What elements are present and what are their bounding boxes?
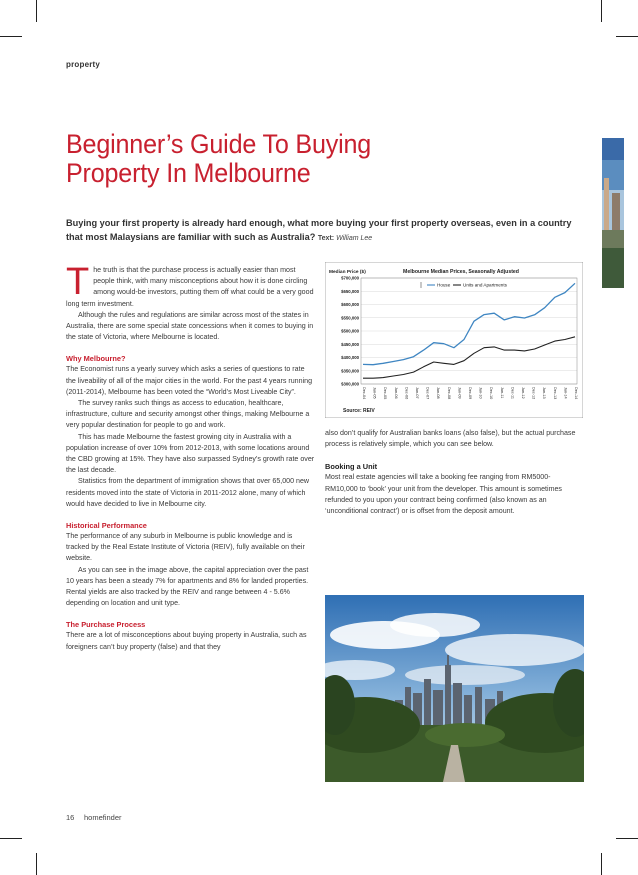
crop-mark [601,0,602,22]
paragraph: The performance of any suburb in Melbourne is public knowledge and is tracked by the Real Estate Institute of Victoria (REIV), fully available on their website. [66,532,305,563]
y-tick-label: $350,000 [341,368,359,374]
x-tick-label: Jun-14 [563,387,568,399]
crop-mark [601,853,602,875]
x-tick-label: Dec-08 [446,387,451,400]
x-tick-label: Jun-07 [415,387,419,399]
page-number: 16 [66,813,75,822]
median-price-chart [325,262,583,418]
y-tick-label: $400,000 [341,355,359,361]
x-tick-label: Dec-14 [574,387,578,400]
paragraph: Most real estate agencies will take a booking fee ranging from RM5000-RM10,000 to ‘book’ your unit from the developer. This amount is sometimes refunded to you upon your contract being confirmed (also known as an ‘unconditional contract’) or is offset from the deposit amount. [325,473,562,516]
paragraph: There are a lot of misconceptions about buying property in Australia, such as foreigners can’t buy property (false) and that they [66,631,307,651]
byline-name: William Lee [336,235,373,242]
crop-mark [0,36,22,37]
crop-mark [0,838,22,839]
x-tick-label: Dec-07 [425,387,430,400]
x-tick-label: Jun-09 [457,387,462,399]
x-tick-label: Dec-12 [531,387,536,400]
publication-name: homefinder [84,813,122,822]
byline-label: Text: [317,235,335,242]
standfirst [66,216,581,246]
chart-xticks [362,387,578,399]
intro-paragraph: The truth is that the purchase process is actually easier than most people think, with many misconceptions about how it is done circling among would-be investors, putting them off what could be a very good long term investment. [66,261,314,308]
x-tick-label: Jun-13 [542,387,547,399]
paragraph: The survey ranks such things as access to education, healthcare, infrastructure, culture and security amongst other things, making Melbourne a very popular destination for people to go and work. [66,399,310,430]
chart-yticks [341,276,360,387]
crop-mark [616,838,638,839]
y-tick-label: $550,000 [341,315,359,321]
melbourne-skyline-photo [325,595,584,782]
subheading-booking-unit: Booking a Unit [325,462,378,472]
crop-mark [36,853,37,875]
chart-title: Melbourne Median Prices, Seasonally Adjusted [403,269,519,275]
subheading-why-melbourne: Why Melbourne? [66,354,126,364]
x-tick-label: Jun-08 [436,387,441,399]
chart-svg [325,262,583,418]
chart-source: Source: REIV [343,408,375,414]
title-line-2: Property In Melbourne [66,158,311,188]
x-tick-label: Dec-05 [383,387,388,400]
x-tick-label: Dec-06 [404,387,409,400]
paragraph: also don’t qualify for Australian banks loans (also false), but the actual purchase process is relatively simple, which you can see below. [325,429,576,449]
crop-mark [616,36,638,37]
title-line-1: Beginner’s Guide To Buying [66,129,372,159]
x-tick-label: Dec-09 [468,387,472,400]
crop-mark [36,0,37,22]
drop-cap: T [66,261,90,303]
x-tick-label: Jun-06 [393,387,398,399]
chart-ylabel: Median Price ($) [329,270,366,275]
legend-label: Units and Apartments [463,282,507,288]
x-tick-label: Dec-13 [552,387,557,400]
x-tick-label: Dec-11 [510,387,515,399]
column-left [66,261,316,653]
subheading-historical-performance: Historical Performance [66,521,147,531]
paragraph: Statistics from the department of immigration shows that over 65,000 new residents moved into the state of Victoria in 2011-2012 alone, many of which would have decided to live in Melbourne city. [66,477,310,508]
byline [318,235,372,242]
y-tick-label: $650,000 [341,288,359,294]
x-tick-label: Jun-12 [521,387,525,399]
y-tick-label: $450,000 [341,341,359,347]
y-tick-label: $300,000 [341,381,359,387]
y-tick-label: $500,000 [341,328,359,334]
x-tick-label: Dec-04 [362,387,366,400]
y-tick-label: $700,000 [341,275,359,281]
paragraph: As you can see in the image above, the capital appreciation over the past 10 years has been a steady 7% for apartments and 8% for landed properties. Rental yields are also tracked by the REIV and range between 4 - 5.6% depending on location and unit type. [66,565,309,608]
paragraph: The Economist runs a yearly survey which asks a series of questions to rate the liveability of all of the major cities in the world. For the past 4 years running (2011-2014), Melbourne has been voted the “World’s Most Liveable City”. [66,365,313,396]
x-tick-label: Jun-05 [372,387,377,399]
paragraph: Although the rules and regulations are similar across most of the states in Australia, there are some special state concessions when it comes to buying in the state of Victoria, where Melbourne is located. [66,310,314,342]
x-tick-label: Dec-10 [489,387,494,400]
edge-photo [602,138,624,288]
legend-label: House [437,282,451,288]
x-tick-label: Jun-11 [499,387,504,399]
y-tick-label: $600,000 [341,302,359,308]
column-right [325,428,583,517]
standfirst-text: Buying your first property is already hard enough, what more buying your first property overseas, even in a country that most Malaysians are familiar with such as Australia? [66,218,572,242]
paragraph: This has made Melbourne the fastest growing city in Australia with a population increase of over 10% from 2012-2013, with some locations around the CBD growing at 15%. They have also surpassed Sydney’s growth rate over the last decade. [66,432,315,475]
section-label: property [66,60,101,69]
subheading-purchase-process: The Purchase Process [66,620,146,630]
x-tick-label: Jun-10 [478,387,483,399]
article-title [66,130,512,188]
